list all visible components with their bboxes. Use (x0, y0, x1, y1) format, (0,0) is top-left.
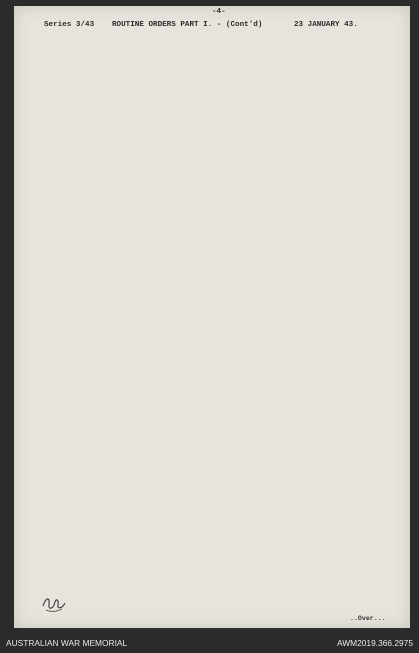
document-page (14, 6, 410, 628)
page-number: -4- (212, 8, 226, 16)
handwritten-initials (40, 594, 68, 614)
institution-name: AUSTRALIAN WAR MEMORIAL (6, 638, 128, 648)
archive-footer (0, 630, 419, 653)
routine-orders-title: ROUTINE ORDERS PART I. - (Cont'd) (112, 21, 263, 29)
over-continuation: ..Over... (350, 615, 386, 622)
order-date: 23 JANUARY 43. (294, 21, 358, 29)
series-label: Series 3/43 (44, 21, 95, 29)
archive-reference: AWM2019.366.2975 (336, 638, 413, 648)
